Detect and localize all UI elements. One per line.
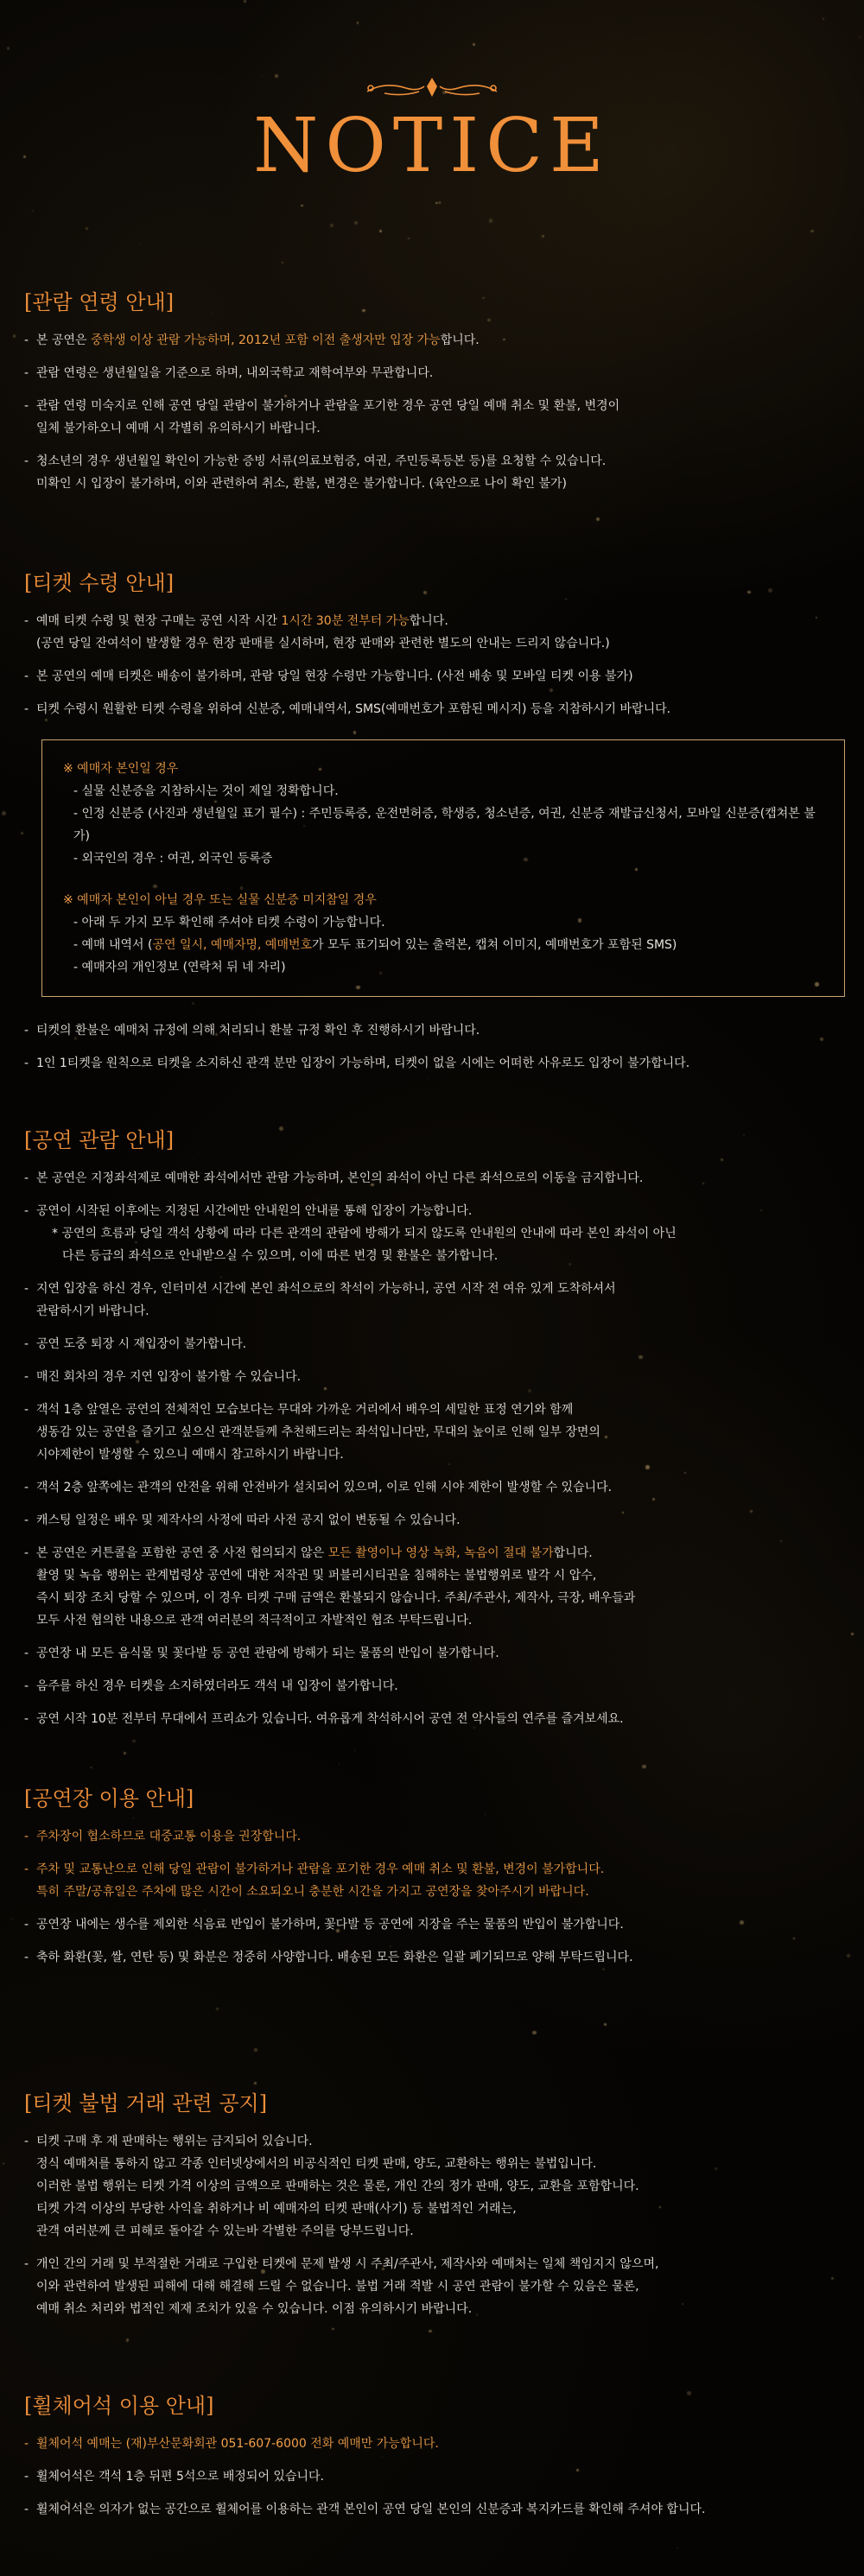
particle xyxy=(282,262,283,263)
list-item: - 공연이 시작된 이후에는 지정된 시간에만 안내원의 안내를 통해 입장이 가능합니다. * 공연의 흐름과 당일 객석 상황에 따라 다른 관객의 관람에 방해가 되지 않도록 안내원의 안내에 따라 본인 좌석이 아닌 다른 등급의 좌석으로 안내받으실 수 있으며, 이에 따른 변경 및 환불은 불가합니다. xyxy=(24,1200,840,1267)
list-item: - 캐스팅 일정은 배우 및 제작사의 사정에 따라 사전 공지 없이 변동될 수 있습니다. xyxy=(24,1509,840,1532)
list-item: - 축하 화환(꽃, 쌀, 연탄 등) 및 화분은 정중히 사양합니다. 배송된 모든 화환은 일괄 폐기되므로 양해 부탁드립니다. xyxy=(24,1946,840,1969)
section-title: [관람 연령 안내] xyxy=(24,290,175,314)
list-item: - 객석 1층 앞열은 공연의 전체적인 모습보다는 무대와 가까운 거리에서 배우의 세밀한 표정 연기와 함께 생동감 있는 공연을 즐기고 싶으신 관객분들께 추천해드리는 좌석입니다만, 무대의 높이로 인해 일부 장면의 시야제한이 발생할 수 있으니 예매시 참고하시기 바랍니다. xyxy=(24,1399,840,1466)
box-heading: ※ 예매자 본인일 경우 xyxy=(63,762,179,776)
list-item: - 매진 회차의 경우 지연 입장이 불가할 수 있습니다. xyxy=(24,1366,840,1388)
section-title: [공연장 이용 안내] xyxy=(24,1786,194,1811)
list-item: - 본 공연은 지정좌석제로 예매한 좌석에서만 관람 가능하며, 본인의 좌석이 아닌 다른 좌석으로의 이동을 금지합니다. xyxy=(24,1167,840,1190)
box-line: - 외국인의 경우 : 여권, 외국인 등록증 xyxy=(73,852,273,866)
particle xyxy=(489,219,493,223)
list-item: - 휠체어석은 의자가 없는 공간으로 휠체어를 이용하는 관객 본인이 공연 당일 본인의 신분증과 복지카드를 확인해 주셔야 합니다. xyxy=(24,2498,840,2521)
particle xyxy=(758,213,759,214)
list-item: - 본 공연은 중학생 이상 관람 가능하며, 2012년 포함 이전 출생자만 입장 가능합니다. xyxy=(24,329,840,352)
particle xyxy=(642,1765,645,1768)
box-line: - 아래 두 가지 모두 확인해 주셔야 티켓 수령이 가능합니다. xyxy=(73,916,385,930)
list-item: - 관람 연령은 생년월일을 기준으로 하며, 내외국학교 재학여부와 무관합니다. xyxy=(24,362,840,384)
particle xyxy=(90,1767,92,1768)
particle xyxy=(32,210,34,212)
box-line: - 예매 내역서 (공연 일시, 예매자명, 예매번호가 모두 표기되어 있는 출력본, 캡쳐 이미지, 예매번호가 포함된 SMS) xyxy=(73,938,677,952)
list-item: - 공연 도중 퇴장 시 재입장이 불가합니다. xyxy=(24,1333,840,1355)
box-line: - 인정 신분증 (사진과 생년월일 표기 필수) : 주민등록증, 운전면허증, 학생증, 청소년증, 여권, 신분증 재발급신청서, 모바일 신분증(캡쳐본 불가) xyxy=(73,807,816,843)
box-line: - 실물 신분증을 지참하시는 것이 제일 정확합니다. xyxy=(73,784,339,798)
section-viewing xyxy=(24,1123,840,1741)
section-ticket xyxy=(24,566,840,1085)
particle xyxy=(473,43,475,46)
list-item: - 주차장이 협소하므로 대중교통 이용을 권장합니다. xyxy=(24,1825,840,1848)
box-line: - 예매자의 개인정보 (연락처 뒤 네 자리) xyxy=(73,961,286,974)
list-item: - 티켓 구매 후 재 판매하는 행위는 금지되어 있습니다. 정식 예매처를 통하지 않고 각종 인터넷상에서의 비공식적인 티켓 판매, 양도, 교환하는 행위는 불법입니다. 이러한 불법 행위는 티켓 가격 이상의 금액으로 판매하는 것은 물론, 개인 간의 정가 판매, 양도, 교환을 포함합니다. 티켓 가격 이상의 부당한 사익을 취하거나 비 예매자의 티켓 판매(사기) 등 불법적인 거래는, 관객 여러분께 큰 피해로 돌아갈 수 있는바 각별한 주의를 당부드립니다. xyxy=(24,2130,840,2243)
list-item: - 관람 연령 미숙지로 인해 공연 당일 관람이 불가하거나 관람을 포기한 경우 공연 당일 예매 취소 및 환불, 변경이 일체 불가하오니 예매 시 각별히 유의하시기 바랍니다. xyxy=(24,395,840,440)
section-age xyxy=(24,285,840,505)
list-item: - 본 공연은 커튼콜을 포함한 공연 중 사전 협의되지 않은 모든 촬영이나 영상 녹화, 녹음이 절대 불가합니다. 촬영 및 녹음 행위는 관계법령상 공연에 대한 저작권 및 퍼블리시티권을 침해하는 불법행위로 발각 시 압수, 즉시 퇴장 조치 당할 수 있으며, 이 경우 티켓 구매 금액은 환불되지 않습니다. 주최/주관사, 제작사, 극장, 배우들과 모두 사전 협의한 내용으로 관객 여러분의 적극적이고 자발적인 협조 부탁드립니다. xyxy=(24,1542,840,1632)
section-wheelchair xyxy=(24,2389,840,2531)
section-title: [휠체어석 이용 안내] xyxy=(24,2394,214,2418)
list-item: - 1인 1티켓을 원칙으로 티켓을 소지하신 관객 분만 입장이 가능하며, 티켓이 없을 시에는 어떠한 사유로도 입장이 불가합니다. xyxy=(24,1052,840,1075)
list-item: - 공연장 내에는 생수를 제외한 식음료 반입이 불가하며, 꽃다발 등 공연에 지장을 주는 물품의 반입이 불가합니다. xyxy=(24,1913,840,1936)
list-item: - 휠체어석은 객석 1층 뒤편 5석으로 배정되어 있습니다. xyxy=(24,2465,840,2488)
page-title: NOTICE xyxy=(253,103,611,189)
box-heading: ※ 예매자 본인이 아닐 경우 또는 실물 신분증 미지참일 경우 xyxy=(63,893,377,907)
list-item: - 티켓의 환불은 예매처 규정에 의해 처리되니 환불 규정 확인 후 진행하시기 바랍니다. xyxy=(24,1019,840,1042)
particle xyxy=(124,1752,126,1754)
list-item: - 음주를 하신 경우 티켓을 소지하였더라도 객석 내 입장이 불가합니다. xyxy=(24,1675,840,1697)
section-venue xyxy=(24,1781,840,1979)
ornament-icon xyxy=(359,76,505,100)
particle xyxy=(126,2338,130,2342)
section-title: [티켓 수령 안내] xyxy=(24,571,175,595)
section-illegal-trade xyxy=(24,2086,840,2331)
list-item: - 본 공연의 예매 티켓은 배송이 불가하며, 관람 당일 현장 수령만 가능합니다. (사전 배송 및 모바일 티켓 이용 불가) xyxy=(24,665,840,688)
notice-header xyxy=(0,76,864,189)
list-item: - 주차 및 교통난으로 인해 당일 관람이 불가하거나 관람을 포기한 경우 예매 취소 및 환불, 변경이 불가합니다. 특히 주말/공휴일은 주차에 많은 시간이 소요되오니 충분한 시간을 가지고 공연장을 찾아주시기 바랍니다. xyxy=(24,1858,840,1903)
list-item: - 청소년의 경우 생년월일 확인이 가능한 증빙 서류(의료보험증, 여권, 주민등록등본 등)를 요청할 수 있습니다. 미확인 시 입장이 불가하며, 이와 관련하여 취소, 환불, 변경은 불가합니다. (육안으로 나이 확인 불가) xyxy=(24,450,840,495)
list-item: - 예매 티켓 수령 및 현장 구매는 공연 시작 시간 1시간 30분 전부터 가능합니다. (공연 당일 잔여석이 발생할 경우 현장 판매를 실시하며, 현장 판매와 관련한 별도의 안내는 드리지 않습니다.) xyxy=(24,610,840,655)
section-title: [공연 관람 안내] xyxy=(24,1128,175,1152)
particle xyxy=(810,230,813,232)
particle xyxy=(851,1633,854,1635)
list-item: - 객석 2층 앞쪽에는 관객의 안전을 위해 안전바가 설치되어 있으며, 이로 인해 시야 제한이 발생할 수 있습니다. xyxy=(24,1476,840,1499)
list-item: - 티켓 수령시 원활한 티켓 수령을 위하여 신분증, 예매내역서, SMS(예매번호가 포함된 메시지) 등을 지참하시기 바랍니다. xyxy=(24,698,840,720)
particle xyxy=(823,18,824,20)
particle xyxy=(13,334,16,338)
list-item: - 공연장 내 모든 음식물 및 꽃다발 등 공연 관람에 방해가 되는 물품의 반입이 불가합니다. xyxy=(24,1642,840,1665)
particle xyxy=(254,2048,257,2052)
particle xyxy=(439,201,441,203)
list-item: - 지연 입장을 하신 경우, 인터미션 시간에 본인 좌석으로의 착석이 가능하니, 공연 시작 전 여유 있게 도착하셔서 관람하시기 바랍니다. xyxy=(24,1278,840,1323)
particle xyxy=(244,0,246,3)
list-item: - 휠체어석 예매는 (재)부산문화회관 051-607-6000 전화 예매만 가능합니다. xyxy=(24,2433,840,2455)
id-requirements-box xyxy=(41,739,845,997)
particle xyxy=(254,2082,257,2084)
section-title: [티켓 불법 거래 관련 공지] xyxy=(24,2091,268,2116)
particle xyxy=(330,224,333,226)
particle xyxy=(542,235,543,237)
list-item: - 공연 시작 10분 전부터 무대에서 프리쇼가 있습니다. 여유롭게 착석하시어 공연 전 악사들의 연주를 즐겨보세요. xyxy=(24,1708,840,1730)
particle xyxy=(7,47,10,50)
particle xyxy=(2,811,6,815)
list-item: - 개인 간의 거래 및 부적절한 거래로 구입한 티켓에 문제 발생 시 주최/주관사, 제작사와 예매처는 일체 책임지지 않으며, 이와 관련하여 발생된 피해에 대해 해결해 드릴 수 없습니다. 불법 거래 적발 시 공연 관람이 불가할 수 있음은 물론, 예매 취소 처리와 법적인 제재 조치가 있을 수 있습니다. 이점 유의하시기 바랍니다. xyxy=(24,2253,840,2320)
